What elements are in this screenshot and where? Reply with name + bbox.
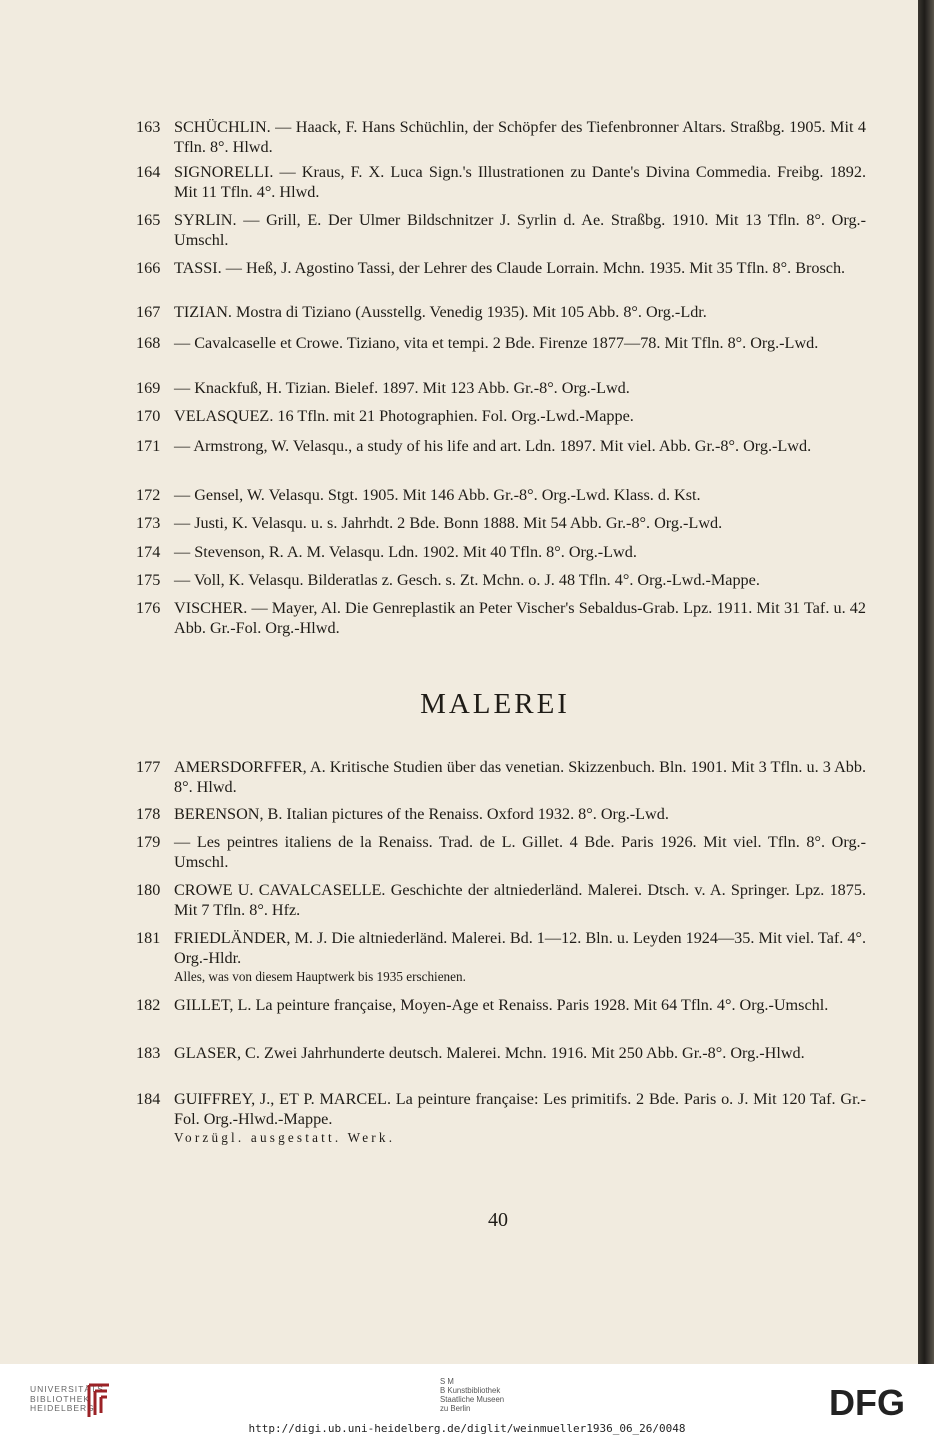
entry-number: 177 xyxy=(136,758,161,776)
entry-main-text: FRIEDLÄNDER, M. J. Die altniederländ. Malerei. Bd. 1—12. Bln. u. Leyden 1924—35. Mit viel. Taf. 4°. Org.-Hldr. xyxy=(174,929,867,967)
university-line: BIBLIOTHEK xyxy=(30,1393,91,1404)
entry-text: GLASER, C. Zwei Jahrhunderte deutsch. Malerei. Mchn. 1916. Mit 250 Abb. Gr.-8°. Org.-Hlwd. xyxy=(174,1044,805,1062)
entry-text: BERENSON, B. Italian pictures of the Renaiss. Oxford 1932. 8°. Org.-Lwd. xyxy=(174,805,669,823)
entry-text: SIGNORELLI. — Kraus, F. X. Luca Sign.'s Illustrationen zu Dante's Divina Commedia. Freibg. 1892. Mit 11 Tfln. 4°. Hlwd. xyxy=(174,163,866,201)
dfg-logo-icon[interactable] xyxy=(829,1385,923,1419)
entry-number: 164 xyxy=(136,163,161,181)
entry-text: CROWE U. CAVALCASELLE. Geschichte der altniederländ. Malerei. Dtsch. v. A. Springer. Lpz. 1875. Mit 7 Tfln. 8°. Hfz. xyxy=(174,881,866,919)
entry-number: 172 xyxy=(136,486,161,504)
entry-number: 168 xyxy=(136,334,161,352)
entry-text: — Knackfuß, H. Tizian. Bielef. 1897. Mit 123 Abb. Gr.-8°. Org.-Lwd. xyxy=(174,379,630,397)
entry-text: — Justi, K. Velasqu. u. s. Jahrhdt. 2 Bde. Bonn 1888. Mit 54 Abb. Gr.-8°. Org.-Lwd. xyxy=(174,514,723,532)
entry-text xyxy=(174,1089,866,1147)
entry-number: 178 xyxy=(136,805,161,823)
entry-text: TASSI. — Heß, J. Agostino Tassi, der Lehrer des Claude Lorrain. Mchn. 1935. Mit 35 Tfln. 8°. Brosch. xyxy=(174,259,846,277)
kunstbibliothek-line: B Kunstbibliothek xyxy=(440,1386,501,1395)
entry-number: 173 xyxy=(136,514,161,532)
kunstbibliothek-logo[interactable] xyxy=(440,1377,504,1413)
university-line: HEIDELBERG xyxy=(30,1403,95,1414)
entry-number: 184 xyxy=(136,1090,161,1108)
entry-text: — Stevenson, R. A. M. Velasqu. Ldn. 1902. Mit 40 Tfln. 8°. Org.-Lwd. xyxy=(174,543,637,561)
entry-number: 181 xyxy=(136,929,161,947)
entry-number: 174 xyxy=(136,543,161,561)
entry-number: 166 xyxy=(136,259,161,277)
kunstbibliothek-line: zu Berlin xyxy=(440,1404,471,1413)
entry-text: TIZIAN. Mostra di Tiziano (Ausstellg. Venedig 1935). Mit 105 Abb. 8°. Org.-Ldr. xyxy=(174,303,707,321)
entry-text: VISCHER. — Mayer, Al. Die Genreplastik an Peter Vischer's Sebaldus-Grab. Lpz. 1911. Mit 31 Taf. u. 42 Abb. Gr.-Fol. Org.-Hlwd. xyxy=(174,599,866,637)
entry-number: 176 xyxy=(136,599,161,617)
entry-text: SYRLIN. — Grill, E. Der Ulmer Bildschnitzer J. Syrlin d. Ae. Straßbg. 1910. Mit 13 Tfln. 8°. Org.-Umschl. xyxy=(174,211,866,249)
entry-number: 169 xyxy=(136,379,161,397)
entry-number: 170 xyxy=(136,407,161,425)
section-heading: MALEREI xyxy=(420,688,570,720)
entry-text: AMERSDORFFER, A. Kritische Studien über das venetian. Skizzenbuch. Bln. 1901. Mit 3 Tfln. u. 3 Abb. 8°. Hlwd. xyxy=(174,758,866,796)
entry-text xyxy=(174,928,866,986)
entry-text: VELASQUEZ. 16 Tfln. mit 21 Photographien. Fol. Org.-Lwd.-Mappe. xyxy=(174,407,634,425)
university-line: UNIVERSITÄTS- xyxy=(30,1384,108,1394)
page-number: 40 xyxy=(488,1209,508,1231)
entry-number: 179 xyxy=(136,833,161,851)
entry-number: 175 xyxy=(136,571,161,589)
entry-text: — Gensel, W. Velasqu. Stgt. 1905. Mit 146 Abb. Gr.-8°. Org.-Lwd. Klass. d. Kst. xyxy=(174,486,701,504)
entry-text: — Armstrong, W. Velasqu., a study of his life and art. Ldn. 1897. Mit viel. Abb. Gr.-8°. Org.-Lwd. xyxy=(174,437,812,455)
entry-text: SCHÜCHLIN. — Haack, F. Hans Schüchlin, der Schöpfer des Tiefenbronner Altars. Straßbg. 1905. Mit 4 Tfln. 8°. Hlwd. xyxy=(174,118,866,156)
university-library-logo-icon[interactable] xyxy=(85,1379,113,1421)
entry-number: 180 xyxy=(136,881,161,899)
kunstbibliothek-line: Staatliche Museen xyxy=(440,1395,505,1404)
entry-number: 163 xyxy=(136,118,161,136)
entry-number: 171 xyxy=(136,437,161,455)
entry-number: 183 xyxy=(136,1044,161,1062)
entry-note: Alles, was von diesem Hauptwerk bis 1935 erschienen. xyxy=(174,969,466,984)
kunstbibliothek-line: S M xyxy=(440,1377,454,1386)
dfg-logo-text: DFG xyxy=(829,1385,905,1419)
entry-number: 182 xyxy=(136,996,161,1014)
entry-number: 167 xyxy=(136,303,161,321)
entry-number: 165 xyxy=(136,211,161,229)
entry-text: — Les peintres italiens de la Renaiss. Trad. de L. Gillet. 4 Bde. Paris 1926. Mit viel. Tfln. 8°. Org.-Umschl. xyxy=(174,833,866,871)
entry-text: — Voll, K. Velasqu. Bilderatlas z. Gesch. s. Zt. Mchn. o. J. 48 Tfln. 4°. Org.-Lwd.-Mappe. xyxy=(174,571,760,589)
page-edge-shadow xyxy=(918,0,934,1364)
entry-main-text: GUIFFREY, J., ET P. MARCEL. La peinture française: Les primitifs. 2 Bde. Paris o. J. Mit 120 Taf. Gr.-Fol. Org.-Hlwd.-Mappe. xyxy=(174,1090,866,1128)
entry-note: Vorzügl. ausgestatt. Werk. xyxy=(174,1130,396,1145)
entry-text: — Cavalcaselle et Crowe. Tiziano, vita et tempi. 2 Bde. Firenze 1877—78. Mit Tfln. 8°. Org.-Lwd. xyxy=(174,334,819,352)
entry-text: GILLET, L. La peinture française, Moyen-Age et Renaiss. Paris 1928. Mit 64 Tfln. 4°. Org.-Umschl. xyxy=(174,996,829,1014)
permalink-url[interactable]: http://digi.ub.uni-heidelberg.de/diglit/weinmueller1936_06_26/0048 xyxy=(248,1422,686,1435)
